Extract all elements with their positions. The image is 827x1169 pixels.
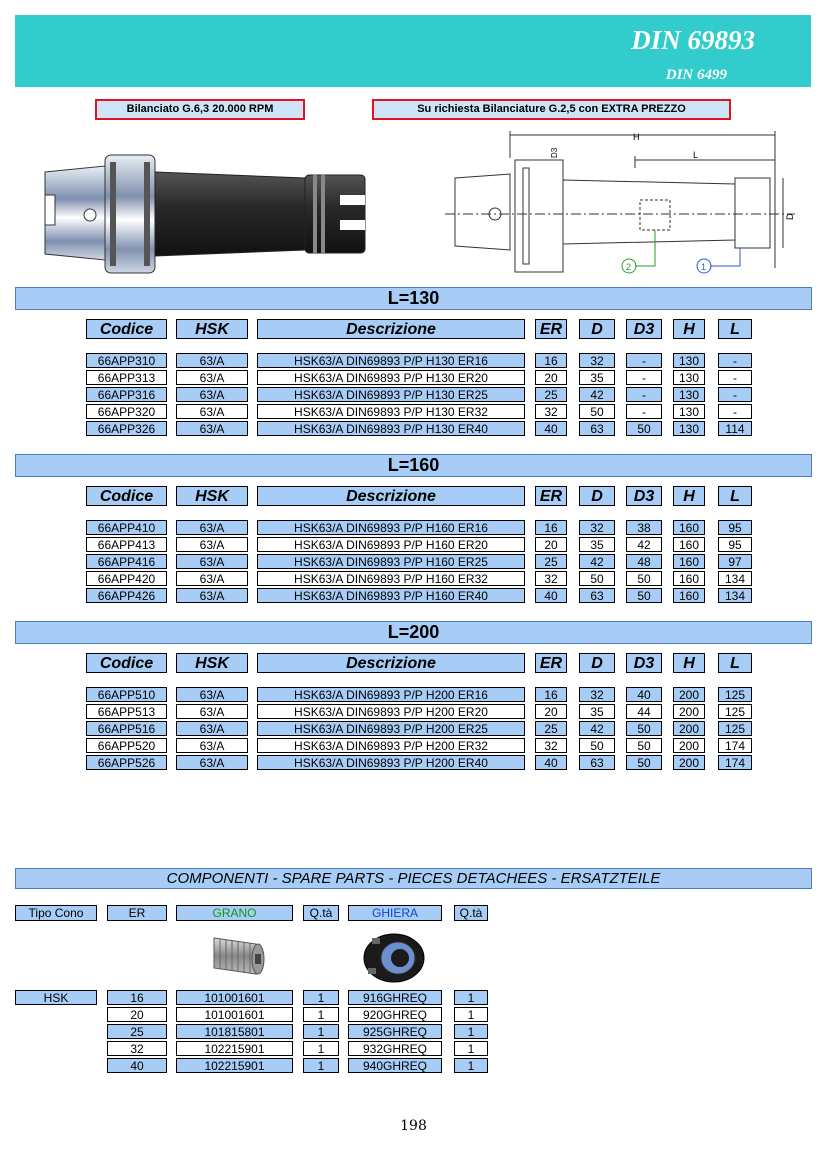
- column-header-l: L: [718, 653, 752, 673]
- table-cell-d3: -: [626, 370, 662, 385]
- components-cell-grano: 102215901: [176, 1058, 293, 1073]
- table-cell-d: 50: [579, 404, 615, 419]
- table-cell-h: 130: [673, 387, 705, 402]
- column-header-hsk: HSK: [176, 653, 248, 673]
- table-cell-descrizione: HSK63/A DIN69893 P/P H130 ER20: [257, 370, 525, 385]
- table-cell-d3: -: [626, 387, 662, 402]
- table-cell-er: 25: [535, 554, 567, 569]
- column-header-l: L: [718, 486, 752, 506]
- column-header-descrizione: Descrizione: [257, 486, 525, 506]
- column-header-d: D: [579, 319, 615, 339]
- table-cell-d3: -: [626, 404, 662, 419]
- collet-nut-image: [360, 928, 428, 984]
- column-header-d3: D3: [626, 319, 662, 339]
- components-cell-qta-ghiera: 1: [454, 1024, 488, 1039]
- table-cell-l: 174: [718, 755, 752, 770]
- tool-holder-photo: [40, 150, 370, 275]
- components-header-grano: GRANO: [176, 905, 293, 921]
- column-header-descrizione: Descrizione: [257, 653, 525, 673]
- table-cell-descrizione: HSK63/A DIN69893 P/P H200 ER25: [257, 721, 525, 736]
- column-header-hsk: HSK: [176, 486, 248, 506]
- table-cell-er: 20: [535, 537, 567, 552]
- table-cell-d: 50: [579, 738, 615, 753]
- table-cell-d3: 42: [626, 537, 662, 552]
- table-cell-er: 32: [535, 738, 567, 753]
- components-header-tipo-cono: Tipo Cono: [15, 905, 97, 921]
- table-cell-l: 125: [718, 721, 752, 736]
- table-cell-h: 200: [673, 721, 705, 736]
- column-header-l: L: [718, 319, 752, 339]
- table-cell-hsk: 63/A: [176, 554, 248, 569]
- components-cell-ghiera: 920GHREQ: [348, 1007, 442, 1022]
- table-cell-l: -: [718, 387, 752, 402]
- components-cell-er: 32: [107, 1041, 167, 1056]
- column-header-d3: D3: [626, 653, 662, 673]
- table-cell-l: 174: [718, 738, 752, 753]
- table-cell-h: 130: [673, 370, 705, 385]
- components-header-qta-grano: Q.tà: [303, 905, 339, 921]
- table-cell-descrizione: HSK63/A DIN69893 P/P H160 ER16: [257, 520, 525, 535]
- section-banner: L=160: [15, 454, 812, 477]
- header-title: DIN 69893: [631, 25, 755, 55]
- table-cell-descrizione: HSK63/A DIN69893 P/P H160 ER40: [257, 588, 525, 603]
- page-number: 198: [400, 1118, 427, 1134]
- dim-l-label: L: [693, 150, 699, 160]
- table-cell-d: 63: [579, 755, 615, 770]
- table-cell-codice: 66APP513: [86, 704, 167, 719]
- components-cell-er: 25: [107, 1024, 167, 1039]
- table-cell-d3: -: [626, 353, 662, 368]
- table-cell-er: 32: [535, 404, 567, 419]
- components-tipo-cono: HSK: [15, 990, 97, 1005]
- table-cell-d: 42: [579, 721, 615, 736]
- table-cell-er: 40: [535, 588, 567, 603]
- section-banner: L=200: [15, 621, 812, 644]
- components-cell-ghiera: 940GHREQ: [348, 1058, 442, 1073]
- table-cell-d: 42: [579, 387, 615, 402]
- table-cell-l: 97: [718, 554, 752, 569]
- column-header-h: H: [673, 486, 705, 506]
- components-cell-qta-grano: 1: [303, 1024, 339, 1039]
- table-cell-d3: 50: [626, 421, 662, 436]
- column-header-er: ER: [535, 319, 567, 339]
- column-header-d3: D3: [626, 486, 662, 506]
- column-header-hsk: HSK: [176, 319, 248, 339]
- table-cell-h: 130: [673, 404, 705, 419]
- table-cell-hsk: 63/A: [176, 421, 248, 436]
- components-header-qta-ghiera: Q.tà: [454, 905, 488, 921]
- table-cell-l: -: [718, 370, 752, 385]
- header-subtitle: DIN 6499: [665, 67, 727, 83]
- table-cell-hsk: 63/A: [176, 704, 248, 719]
- components-cell-ghiera: 932GHREQ: [348, 1041, 442, 1056]
- table-cell-codice: 66APP420: [86, 571, 167, 586]
- column-header-er: ER: [535, 653, 567, 673]
- table-cell-l: 114: [718, 421, 752, 436]
- table-cell-hsk: 63/A: [176, 404, 248, 419]
- components-cell-er: 16: [107, 990, 167, 1005]
- table-cell-l: 134: [718, 588, 752, 603]
- components-cell-grano: 101001601: [176, 990, 293, 1005]
- components-cell-ghiera: 925GHREQ: [348, 1024, 442, 1039]
- column-header-descrizione: Descrizione: [257, 319, 525, 339]
- table-cell-d: 32: [579, 687, 615, 702]
- table-cell-er: 25: [535, 387, 567, 402]
- table-cell-h: 160: [673, 588, 705, 603]
- table-cell-d3: 38: [626, 520, 662, 535]
- table-cell-d3: 48: [626, 554, 662, 569]
- table-cell-hsk: 63/A: [176, 370, 248, 385]
- table-cell-l: 125: [718, 704, 752, 719]
- components-cell-qta-grano: 1: [303, 1007, 339, 1022]
- components-banner: COMPONENTI - SPARE PARTS - PIECES DETACHEES - ERSATZTEILE: [15, 868, 812, 889]
- table-cell-h: 160: [673, 537, 705, 552]
- table-cell-codice: 66APP410: [86, 520, 167, 535]
- table-cell-d: 35: [579, 537, 615, 552]
- table-cell-descrizione: HSK63/A DIN69893 P/P H130 ER32: [257, 404, 525, 419]
- table-cell-d: 63: [579, 588, 615, 603]
- table-cell-codice: 66APP320: [86, 404, 167, 419]
- table-cell-d: 42: [579, 554, 615, 569]
- table-cell-descrizione: HSK63/A DIN69893 P/P H130 ER16: [257, 353, 525, 368]
- components-header-er: ER: [107, 905, 167, 921]
- table-cell-h: 200: [673, 738, 705, 753]
- table-cell-er: 40: [535, 755, 567, 770]
- table-cell-codice: 66APP310: [86, 353, 167, 368]
- table-cell-er: 32: [535, 571, 567, 586]
- table-cell-codice: 66APP426: [86, 588, 167, 603]
- components-cell-qta-ghiera: 1: [454, 1058, 488, 1073]
- table-cell-hsk: 63/A: [176, 687, 248, 702]
- table-cell-descrizione: HSK63/A DIN69893 P/P H200 ER20: [257, 704, 525, 719]
- table-cell-h: 160: [673, 571, 705, 586]
- table-cell-codice: 66APP313: [86, 370, 167, 385]
- table-cell-codice: 66APP316: [86, 387, 167, 402]
- table-cell-codice: 66APP510: [86, 687, 167, 702]
- header-bar: [15, 15, 811, 87]
- table-cell-d3: 50: [626, 755, 662, 770]
- column-header-er: ER: [535, 486, 567, 506]
- components-cell-er: 20: [107, 1007, 167, 1022]
- table-cell-l: 95: [718, 520, 752, 535]
- table-cell-descrizione: HSK63/A DIN69893 P/P H200 ER32: [257, 738, 525, 753]
- table-cell-er: 20: [535, 370, 567, 385]
- table-cell-hsk: 63/A: [176, 721, 248, 736]
- table-cell-d3: 50: [626, 738, 662, 753]
- components-cell-grano: 101815801: [176, 1024, 293, 1039]
- column-header-h: H: [673, 653, 705, 673]
- table-cell-hsk: 63/A: [176, 755, 248, 770]
- table-cell-d3: 50: [626, 721, 662, 736]
- column-header-codice: Codice: [86, 486, 167, 506]
- components-cell-er: 40: [107, 1058, 167, 1073]
- table-cell-codice: 66APP516: [86, 721, 167, 736]
- table-cell-codice: 66APP526: [86, 755, 167, 770]
- table-cell-d: 32: [579, 353, 615, 368]
- table-cell-codice: 66APP413: [86, 537, 167, 552]
- table-cell-h: 200: [673, 687, 705, 702]
- table-cell-descrizione: HSK63/A DIN69893 P/P H200 ER16: [257, 687, 525, 702]
- dim-d-label: D: [785, 213, 795, 220]
- table-cell-hsk: 63/A: [176, 537, 248, 552]
- table-cell-descrizione: HSK63/A DIN69893 P/P H160 ER20: [257, 537, 525, 552]
- components-cell-grano: 102215901: [176, 1041, 293, 1056]
- components-cell-qta-ghiera: 1: [454, 1007, 488, 1022]
- table-cell-h: 160: [673, 520, 705, 535]
- table-cell-descrizione: HSK63/A DIN69893 P/P H200 ER40: [257, 755, 525, 770]
- components-cell-qta-ghiera: 1: [454, 990, 488, 1005]
- callout-1: 1: [701, 262, 707, 272]
- table-cell-l: -: [718, 404, 752, 419]
- table-cell-l: 125: [718, 687, 752, 702]
- callout-2: 2: [626, 262, 632, 272]
- components-cell-qta-ghiera: 1: [454, 1041, 488, 1056]
- technical-drawing: [445, 128, 800, 278]
- table-cell-h: 200: [673, 755, 705, 770]
- column-header-codice: Codice: [86, 319, 167, 339]
- table-cell-d3: 50: [626, 571, 662, 586]
- table-cell-hsk: 63/A: [176, 571, 248, 586]
- column-header-h: H: [673, 319, 705, 339]
- table-cell-d: 35: [579, 704, 615, 719]
- balance-note-left: Bilanciato G.6,3 20.000 RPM: [95, 99, 305, 120]
- table-cell-codice: 66APP326: [86, 421, 167, 436]
- table-cell-er: 16: [535, 353, 567, 368]
- dim-d3-label: D3: [550, 147, 559, 158]
- table-cell-h: 130: [673, 353, 705, 368]
- table-cell-er: 25: [535, 721, 567, 736]
- components-cell-qta-grano: 1: [303, 1041, 339, 1056]
- column-header-d: D: [579, 486, 615, 506]
- table-cell-d: 50: [579, 571, 615, 586]
- table-cell-codice: 66APP520: [86, 738, 167, 753]
- table-cell-er: 16: [535, 687, 567, 702]
- table-cell-er: 16: [535, 520, 567, 535]
- table-cell-l: 95: [718, 537, 752, 552]
- column-header-d: D: [579, 653, 615, 673]
- components-cell-qta-grano: 1: [303, 1058, 339, 1073]
- column-header-codice: Codice: [86, 653, 167, 673]
- balance-note-right: Su richiesta Bilanciature G.2,5 con EXTRA PREZZO: [372, 99, 731, 120]
- table-cell-d3: 50: [626, 588, 662, 603]
- table-cell-d: 35: [579, 370, 615, 385]
- table-cell-descrizione: HSK63/A DIN69893 P/P H160 ER25: [257, 554, 525, 569]
- table-cell-d3: 40: [626, 687, 662, 702]
- table-cell-d: 32: [579, 520, 615, 535]
- table-cell-h: 160: [673, 554, 705, 569]
- table-cell-d: 63: [579, 421, 615, 436]
- table-cell-hsk: 63/A: [176, 588, 248, 603]
- table-cell-l: 134: [718, 571, 752, 586]
- table-cell-h: 200: [673, 704, 705, 719]
- grub-screw-image: [208, 930, 268, 980]
- table-cell-d3: 44: [626, 704, 662, 719]
- table-cell-hsk: 63/A: [176, 520, 248, 535]
- table-cell-descrizione: HSK63/A DIN69893 P/P H130 ER40: [257, 421, 525, 436]
- components-cell-qta-grano: 1: [303, 990, 339, 1005]
- components-cell-grano: 101001601: [176, 1007, 293, 1022]
- table-cell-er: 20: [535, 704, 567, 719]
- section-banner: L=130: [15, 287, 812, 310]
- table-cell-l: -: [718, 353, 752, 368]
- table-cell-hsk: 63/A: [176, 387, 248, 402]
- table-cell-descrizione: HSK63/A DIN69893 P/P H160 ER32: [257, 571, 525, 586]
- table-cell-descrizione: HSK63/A DIN69893 P/P H130 ER25: [257, 387, 525, 402]
- table-cell-hsk: 63/A: [176, 738, 248, 753]
- table-cell-h: 130: [673, 421, 705, 436]
- table-cell-hsk: 63/A: [176, 353, 248, 368]
- components-cell-ghiera: 916GHREQ: [348, 990, 442, 1005]
- components-header-ghiera: GHIERA: [348, 905, 442, 921]
- dim-h-label: H: [633, 132, 640, 142]
- table-cell-codice: 66APP416: [86, 554, 167, 569]
- table-cell-er: 40: [535, 421, 567, 436]
